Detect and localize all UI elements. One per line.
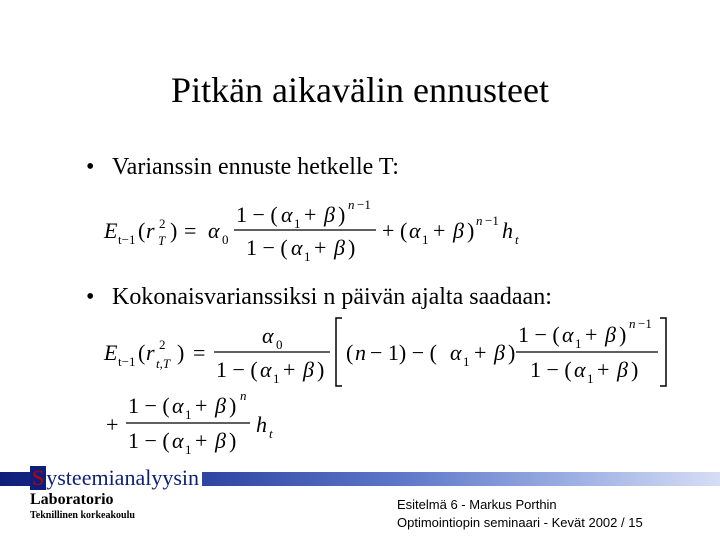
svg-text:): ) <box>619 322 627 347</box>
svg-text:1 − (: 1 − ( <box>518 322 560 347</box>
svg-text:β: β <box>605 322 616 347</box>
svg-text:): ) <box>348 235 356 260</box>
bullet-text-1: Varianssin ennuste hetkelle T: <box>112 154 399 180</box>
svg-text:h: h <box>256 412 267 437</box>
svg-text:α: α <box>172 428 184 453</box>
svg-text:): ) <box>467 218 475 243</box>
svg-text:2: 2 <box>159 216 166 231</box>
svg-text:0: 0 <box>276 337 283 352</box>
bullet-marker: • <box>86 284 95 310</box>
svg-text:E: E <box>104 218 118 243</box>
svg-text:−1: −1 <box>485 213 499 228</box>
svg-text:β: β <box>215 428 226 453</box>
svg-text:α: α <box>562 322 574 347</box>
svg-text:+: + <box>304 202 317 227</box>
lab-logo-laboratorio: Laboratorio <box>30 491 114 508</box>
svg-text:): ) <box>229 428 237 453</box>
svg-text:n: n <box>240 388 247 403</box>
svg-text:α: α <box>409 218 421 243</box>
svg-text:): ) <box>317 357 325 382</box>
svg-text:−1: −1 <box>357 197 371 212</box>
svg-text:1 − (: 1 − ( <box>128 428 170 453</box>
bullet-marker: • <box>86 154 95 180</box>
svg-text:+: + <box>283 357 296 382</box>
svg-text:): ) <box>229 393 237 418</box>
svg-text:n: n <box>348 197 355 212</box>
svg-text:α: α <box>281 202 293 227</box>
svg-text:1: 1 <box>185 442 192 457</box>
svg-text:α: α <box>172 393 184 418</box>
svg-text:1 − (: 1 − ( <box>128 393 170 418</box>
svg-text:1 − (: 1 − ( <box>216 357 258 382</box>
lab-logo-university: Teknillinen korkeakoulu <box>30 510 135 521</box>
svg-text:E: E <box>104 340 118 365</box>
svg-text:t: t <box>515 232 519 247</box>
svg-text:α: α <box>450 340 462 365</box>
svg-text:0: 0 <box>222 232 229 247</box>
svg-text:(: ( <box>400 218 408 243</box>
svg-text:− 1) − (: − 1) − ( <box>370 340 437 365</box>
svg-text:t−1: t−1 <box>118 354 136 369</box>
svg-text:r: r <box>146 218 155 243</box>
svg-text:1: 1 <box>463 354 470 369</box>
svg-text:+: + <box>433 218 446 243</box>
svg-text:+: + <box>382 218 395 243</box>
svg-text:): ) <box>631 357 639 382</box>
lab-logo-rest: ysteemianalyysin <box>46 465 199 490</box>
svg-text:+: + <box>314 235 327 260</box>
svg-text:−1: −1 <box>638 316 652 331</box>
slide-title: Pitkän aikavälin ennusteet <box>171 70 549 110</box>
svg-text:n: n <box>629 316 636 331</box>
svg-text:α: α <box>291 235 303 260</box>
svg-text:β: β <box>494 340 505 365</box>
svg-text:(: ( <box>138 218 146 243</box>
svg-text:1: 1 <box>422 232 429 247</box>
svg-text:1: 1 <box>273 371 280 386</box>
svg-text:1 − (: 1 − ( <box>236 202 278 227</box>
svg-text:1: 1 <box>304 249 311 264</box>
svg-text:(: ( <box>138 340 146 365</box>
svg-text:α: α <box>262 323 274 348</box>
svg-text:t: t <box>269 426 273 441</box>
footer-presentation-info: Esitelmä 6 - Markus Porthin <box>397 497 557 512</box>
svg-text:=: = <box>193 340 206 365</box>
svg-text:1 − (: 1 − ( <box>530 357 572 382</box>
svg-text:(: ( <box>346 340 354 365</box>
svg-text:): ) <box>177 340 185 365</box>
svg-text:T: T <box>158 233 166 248</box>
svg-text:h: h <box>502 218 513 243</box>
svg-text:n: n <box>476 213 483 228</box>
svg-text:+: + <box>597 357 610 382</box>
svg-text:t−1: t−1 <box>118 232 136 247</box>
svg-text:+: + <box>195 428 208 453</box>
svg-text:α: α <box>260 357 272 382</box>
svg-text:+: + <box>585 322 598 347</box>
svg-text:): ) <box>508 340 516 365</box>
svg-text:=: = <box>184 218 197 243</box>
bullet-text-2: Kokonaisvarianssiksi n päivän ajalta saadaan: <box>112 284 552 310</box>
svg-text:+: + <box>474 340 487 365</box>
svg-text:β: β <box>324 202 335 227</box>
svg-text:1 − (: 1 − ( <box>246 235 288 260</box>
svg-text:n: n <box>355 340 366 365</box>
svg-text:t,T: t,T <box>156 356 171 371</box>
svg-text:r: r <box>146 340 155 365</box>
svg-text:+: + <box>106 412 119 437</box>
svg-text:): ) <box>338 202 346 227</box>
svg-text:1: 1 <box>185 407 192 422</box>
svg-text:α: α <box>574 357 586 382</box>
footer-seminar-info: Optimointiopin seminaari - Kevät 2002 / 15 <box>397 515 643 530</box>
svg-text:1: 1 <box>294 216 301 231</box>
svg-text:β: β <box>215 393 226 418</box>
svg-text:β: β <box>453 218 464 243</box>
svg-text:β: β <box>303 357 314 382</box>
svg-text:+: + <box>195 393 208 418</box>
svg-text:β: β <box>334 235 345 260</box>
svg-text:): ) <box>170 218 178 243</box>
svg-text:β: β <box>617 357 628 382</box>
lab-logo-initial: S <box>32 465 45 490</box>
svg-text:2: 2 <box>159 337 166 352</box>
svg-text:1: 1 <box>587 371 594 386</box>
lab-logo-name <box>30 466 202 490</box>
svg-text:1: 1 <box>575 336 582 351</box>
svg-text:α: α <box>208 218 220 243</box>
